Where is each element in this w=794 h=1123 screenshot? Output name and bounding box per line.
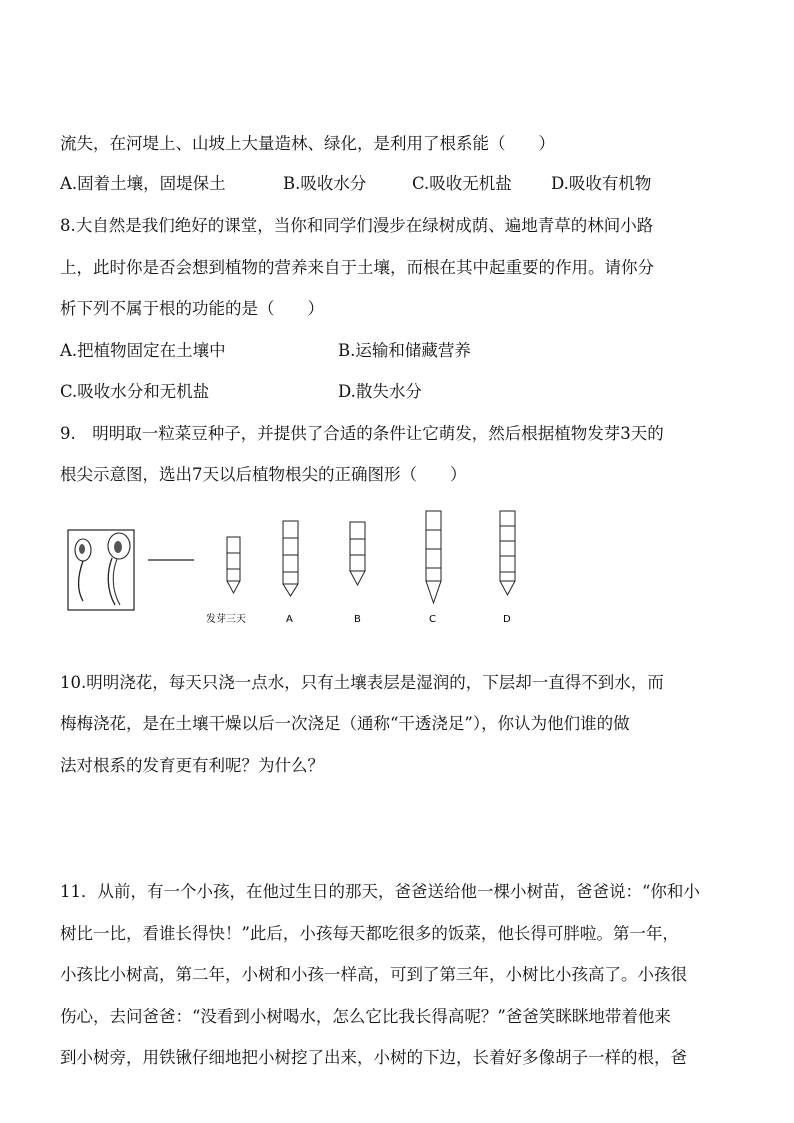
- q11-text-line-5: 到小树旁，用铁锹仔细地把小树挖了出来，小树的下边，长着好多像胡子一样的根，爸: [60, 1048, 687, 1067]
- caption-three-days: 发芽三天: [206, 614, 246, 625]
- root-tip-option-d: [500, 511, 515, 595]
- caption-c: C: [429, 614, 436, 625]
- q11-text-line-3: 小孩比小树高，第二年，小树和小孩一样高，可到了第三年，小树比小孩高了。小孩很: [60, 965, 687, 984]
- q10-text-line-2: 梅梅浇花，是在土壤干燥以后一次浇足（通称“干透浇足”），你认为他们谁的做: [60, 714, 630, 733]
- seedling-illustration: [68, 530, 134, 610]
- q8-option-a: A.把植物固定在土壤中: [60, 341, 226, 360]
- q7-option-a: A.固着土壤，固堤保土: [60, 174, 226, 193]
- q8-text-line-2: 上，此时你是否会想到植物的营养来自于土壤，而根在其中起重要的作用。请你分: [60, 258, 654, 277]
- caption-a: A: [286, 614, 293, 625]
- q11-text-line-4: 伤心，去问爸爸：“没看到小树喝水，怎么它比我长得高呢？”爸爸笑眯眯地带着他来: [60, 1007, 671, 1026]
- q9-text-line-2: 根尖示意图，选出7天以后植物根尖的正确图形（ ）: [60, 465, 467, 484]
- q10-text-line-1: 10.明明浇花，每天只浇一点水，只有土壤表层是湿润的，下层却一直得不到水，而: [60, 673, 664, 692]
- q7-option-c: C.吸收无机盐: [412, 174, 512, 193]
- q7-text-line: 流失，在河堤上、山坡上大量造林、绿化，是利用了根系能（ ）: [60, 134, 555, 153]
- q7-option-d: D.吸收有机物: [551, 174, 652, 193]
- root-tip-option-c: [426, 511, 441, 603]
- q8-option-d: D.散失水分: [338, 382, 422, 401]
- root-tip-option-b: [350, 522, 365, 585]
- caption-d: D: [503, 614, 511, 625]
- q10-text-line-3: 法对根系的发育更有利呢？为什么？: [60, 756, 324, 775]
- q8-text-line-3: 析下列不属于根的功能的是（ ）: [60, 299, 324, 318]
- root-tip-option-a: [283, 521, 298, 596]
- q8-text-line-1: 8.大自然是我们绝好的课堂，当你和同学们漫步在绿树成荫、遍地青草的林间小路: [60, 216, 654, 235]
- q9-text-line-1: 9. 明明取一粒菜豆种子，并提供了合适的条件让它萌发，然后根据植物发芽3天的: [60, 424, 664, 443]
- q7-option-b: B.吸收水分: [283, 174, 367, 193]
- caption-b: B: [354, 614, 361, 625]
- root-tip-figure: [60, 505, 540, 630]
- q8-option-b: B.运输和储藏营养: [338, 341, 471, 360]
- root-tip-three-days: [227, 537, 240, 593]
- q11-text-line-1: 11．从前，有一个小孩，在他过生日的那天，爸爸送给他一棵小树苗，爸爸说：“你和小: [60, 882, 700, 901]
- q11-text-line-2: 树比一比，看谁长得快！”此后，小孩每天都吃很多的饭菜，他长得可胖啦。第一年，: [60, 924, 679, 943]
- q8-option-c: C.吸收水分和无机盐: [60, 382, 210, 401]
